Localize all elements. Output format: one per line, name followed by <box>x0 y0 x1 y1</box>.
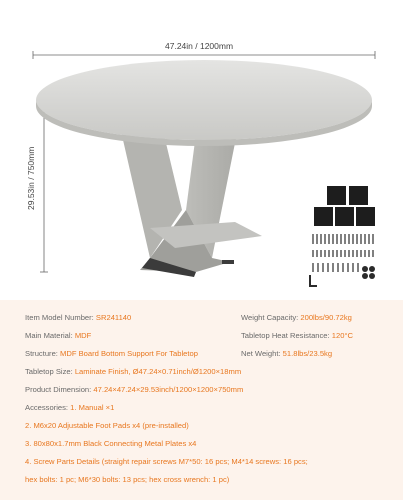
tabletop <box>36 60 372 146</box>
accessory-item: 3. 80x80x1.7mm Black Connecting Metal Plates x4 <box>25 439 197 448</box>
width-dimension-label: 47.24in / 1200mm <box>165 41 234 51</box>
height-dimension-label: 29.53in / 750mm <box>26 146 36 210</box>
metal-plates-icon <box>314 186 375 226</box>
spec-product-dimension: Product Dimension: 47.24×47.24×29.53inch/1200×1200×750mm <box>25 385 244 394</box>
spec-weight-capacity: Weight Capacity: 200lbs/90.72kg <box>241 313 352 322</box>
spec-main-material: Main Material: MDF <box>25 331 92 340</box>
spec-net-weight: Net Weight: 51.8lbs/23.5kg <box>241 349 333 358</box>
spec-item-model: Item Model Number: SR241140 <box>25 313 132 322</box>
specifications-panel <box>0 300 403 500</box>
spec-structure: Structure: MDF Board Bottom Support For Tabletop <box>25 349 198 358</box>
spec-tabletop-size: Tabletop Size: Laminate Finish, Ø47.24×0.71inch/Ø1200×18mm <box>25 367 242 376</box>
foot-pads-icon <box>309 266 375 287</box>
spec-accessories: Accessories: 1. Manual ×1 <box>25 403 115 412</box>
spec-heat-resistance: Tabletop Heat Resistance: 120°C <box>241 331 353 340</box>
accessory-item: hex bolts: 1 pc; M6*30 bolts: 13 pcs; hex cross wrench: 1 pc) <box>25 475 230 484</box>
accessory-item: 4. Screw Parts Details (straight repair screws M7*50: 16 pcs; M4*14 screws: 16 pcs; <box>25 457 308 466</box>
width-dimension-line <box>33 51 375 59</box>
accessory-item: 2. M6x20 Adjustable Foot Pads x4 (pre-installed) <box>25 421 189 430</box>
